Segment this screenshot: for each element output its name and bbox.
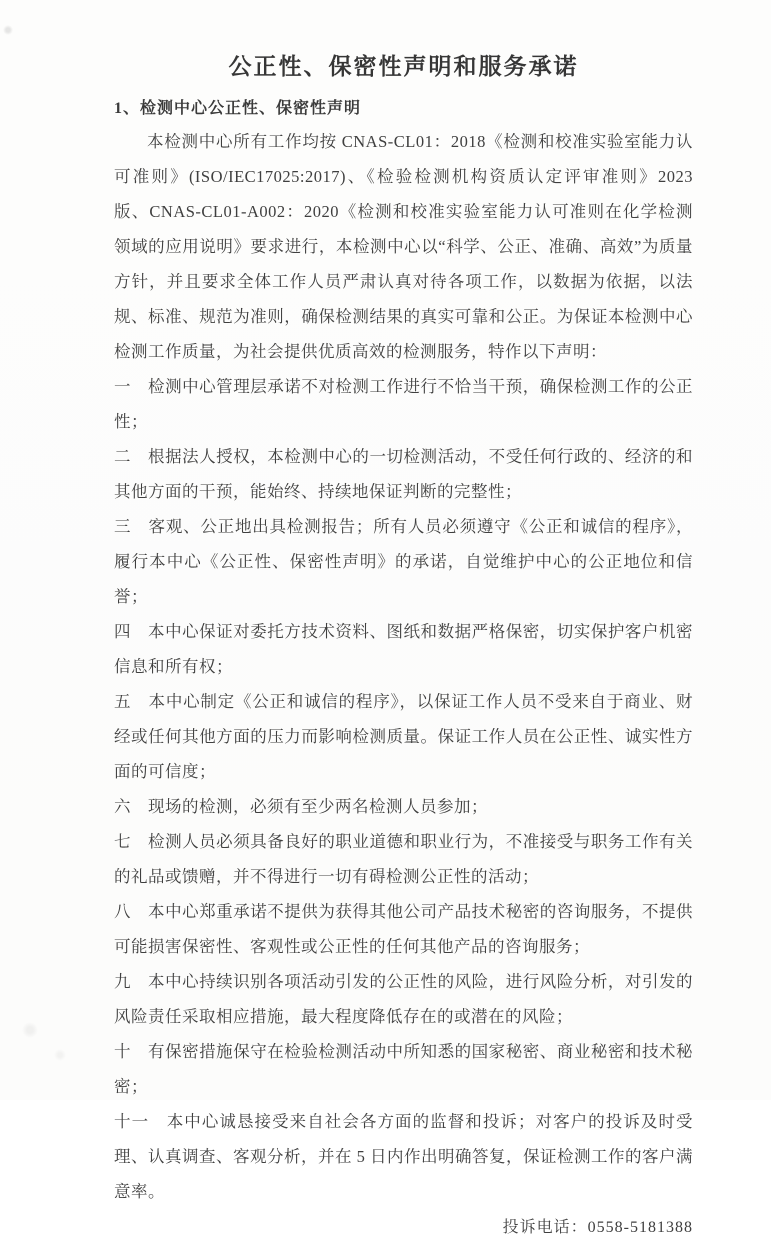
statement-item-5: 五 本中心制定《公正和诚信的程序》，以保证工作人员不受来自于商业、财经或任何其他方面的压力而影响检测质量。保证工作人员在公正性、诚实性方面的可信度； — [114, 692, 693, 781]
section-heading: 1、检测中心公正性、保密性声明 — [114, 100, 362, 117]
statement-item-11: 十一 本中心诚恳接受来自社会各方面的监督和投诉；对客户的投诉及时受理、认真调查、客观分析，并在 5 日内作出明确答复，保证检测工作的客户满意率。 — [114, 1112, 693, 1201]
complaint-phone: 投诉电话：0558-5181388 — [502, 1219, 693, 1236]
statement-item-3: 三 客观、公正地出具检测报告；所有人员必须遵守《公正和诚信的程序》，履行本中心《公正性、保密性声明》的承诺，自觉维护中心的公正地位和信誉； — [114, 517, 693, 606]
statement-item-6: 六 现场的检测，必须有至少两名检测人员参加； — [114, 797, 488, 816]
statement-item-1: 一 检测中心管理层承诺不对检测工作进行不恰当干预，确保检测工作的公正性； — [114, 377, 693, 431]
statement-item-9: 九 本中心持续识别各项活动引发的公正性的风险，进行风险分析，对引发的风险责任采取相应措施，最大程度降低存在的或潜在的风险； — [114, 972, 693, 1026]
intro-paragraph: 本检测中心所有工作均按 CNAS-CL01：2018《检测和校准实验室能力认可准则》(ISO/IEC17025:2017)、《检验检测机构资质认定评审准则》2023 版、CNAS-CL01-A002：2020《检测和校准实验室能力认可准则在化学检测领域的应用说明》要求进行，本检测中心以“科学、公正、准确、高效”为质量方针，并且要求全体工作人员严肃认真对待各项工作，以数据为依据，以法规、标准、规范为准则，确保检测结果的真实可靠和公正。为保证本检测中心检测工作质量，为社会提供优质高效的检测服务，特作以下声明： — [114, 132, 693, 361]
statement-item-7: 七 检测人员必须具备良好的职业道德和职业行为，不准接受与职务工作有关的礼品或馈赠，并不得进行一切有碍检测公正性的活动； — [114, 832, 693, 886]
statement-item-2: 二 根据法人授权，本检测中心的一切检测活动，不受任何行政的、经济的和其他方面的干预，能始终、持续地保证判断的完整性； — [114, 447, 693, 501]
document-title: 公正性、保密性声明和服务承诺 — [228, 54, 579, 79]
statement-item-4: 四 本中心保证对委托方技术资料、图纸和数据严格保密，切实保护客户机密信息和所有权； — [114, 622, 693, 676]
statement-item-8: 八 本中心郑重承诺不提供为获得其他公司产品技术秘密的咨询服务，不提供可能损害保密性、客观性或公正性的任何其他产品的咨询服务； — [114, 902, 693, 956]
statement-item-10: 十 有保密措施保守在检验检测活动中所知悉的国家秘密、商业秘密和技术秘密； — [114, 1042, 693, 1096]
